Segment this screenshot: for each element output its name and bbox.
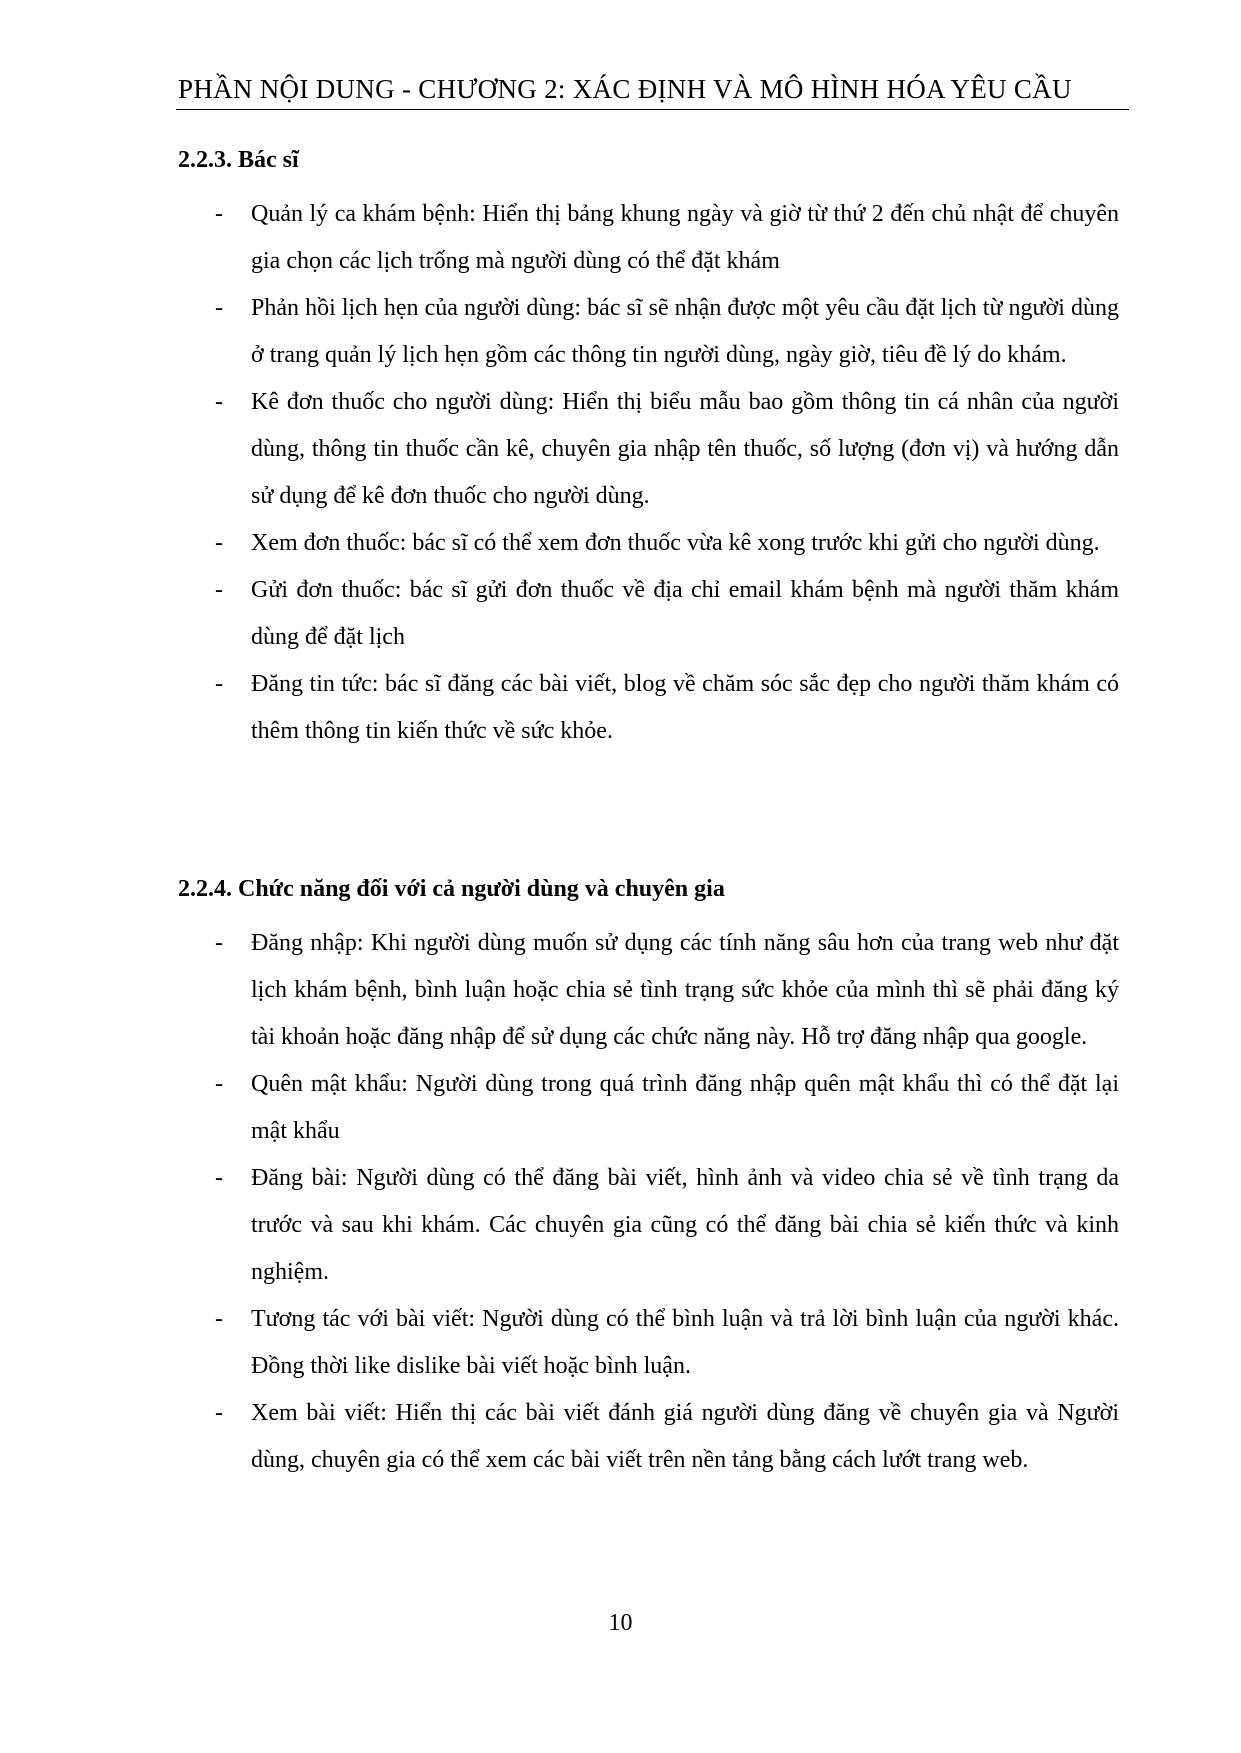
bullet-list-doctor [178,191,1119,755]
list-item [178,1061,1119,1155]
section-heading-2-2-3 [178,143,1138,177]
bullet-list-shared-functions [178,920,1119,1484]
list-item-text: Kê đơn thuốc cho người dùng: Hiển thị biểu mẫu bao gồm thông tin cá nhân của người dùng, thông tin thuốc cần kê, chuyên gia nhập tên thuốc, số lượng (đơn vị) và hướng dẫn sử dụng để kê đơn thuốc cho người dùng. [251,389,1119,509]
list-item-text: Phản hồi lịch hẹn của người dùng: bác sĩ sẽ nhận được một yêu cầu đặt lịch từ người dùng ở trang quản lý lịch hẹn gồm các thông tin người dùng, ngày giờ, tiêu đề lý do khám. [251,295,1119,368]
dash-bullet: - [215,577,223,603]
dash-bullet: - [215,930,223,956]
list-item-text: Đăng bài: Người dùng có thể đăng bài viết, hình ảnh và video chia sẻ về tình trạng da trước và sau khi khám. Các chuyên gia cũng có thể đăng bài chia sẻ kiến thức và kinh nghiệm. [251,1165,1119,1285]
page-number: 10 [608,1610,633,1636]
list-item [178,379,1119,520]
list-item [178,1390,1119,1484]
list-item-text: Xem bài viết: Hiển thị các bài viết đánh giá người dùng đăng về chuyên gia và Người dùng, chuyên gia có thể xem các bài viết trên nền tảng bằng cách lướt trang web. [251,1400,1119,1473]
list-item [178,920,1119,1061]
list-item-text: Đăng nhập: Khi người dùng muốn sử dụng các tính năng sâu hơn của trang web như đặt lịch khám bệnh, bình luận hoặc chia sẻ tình trạng sức khỏe của mình thì sẽ phải đăng ký tài khoản hoặc đăng nhập để sử dụng các chức năng này. Hỗ trợ đăng nhập qua google. [251,930,1119,1050]
dash-bullet: - [215,1165,223,1191]
dash-bullet: - [215,1400,223,1426]
dash-bullet: - [215,201,223,227]
list-item-text: Xem đơn thuốc: bác sĩ có thể xem đơn thuốc vừa kê xong trước khi gửi cho người dùng. [251,530,1100,556]
list-item [178,567,1119,661]
list-item-text: Quản lý ca khám bệnh: Hiển thị bảng khung ngày và giờ từ thứ 2 đến chủ nhật để chuyên gia chọn các lịch trống mà người dùng có thể đặt khám [251,201,1119,274]
list-item-text: Quên mật khẩu: Người dùng trong quá trình đăng nhập quên mật khẩu thì có thể đặt lại mật khẩu [251,1071,1119,1144]
dash-bullet: - [215,389,223,415]
list-item-text: Tương tác với bài viết: Người dùng có thể bình luận và trả lời bình luận của người khác. Đồng thời like dislike bài viết hoặc bình luận. [251,1306,1119,1379]
list-item [178,285,1119,379]
dash-bullet: - [215,295,223,321]
list-item-text: Đăng tin tức: bác sĩ đăng các bài viết, blog về chăm sóc sắc đẹp cho người thăm khám có thêm thông tin kiến thức về sức khỏe. [251,671,1119,744]
list-item-text: Gửi đơn thuốc: bác sĩ gửi đơn thuốc về địa chỉ email khám bệnh mà người thăm khám dùng để đặt lịch [251,577,1119,650]
list-item [178,1296,1119,1390]
section-title: 2.2.4. Chức năng đối với cả người dùng và chuyên gia [178,876,725,902]
dash-bullet: - [215,1306,223,1332]
list-item [178,520,1119,567]
list-item [178,1155,1119,1296]
running-header: PHẦN NỘI DUNG - CHƯƠNG 2: XÁC ĐỊNH VÀ MÔ HÌNH HÓA YÊU CẦU [178,74,1072,104]
section-heading-2-2-4 [178,872,1138,906]
dash-bullet: - [215,671,223,697]
dash-bullet: - [215,1071,223,1097]
section-title: 2.2.3. Bác sĩ [178,147,299,173]
header-rule [176,109,1129,110]
list-item [178,191,1119,285]
dash-bullet: - [215,530,223,556]
list-item [178,661,1119,755]
